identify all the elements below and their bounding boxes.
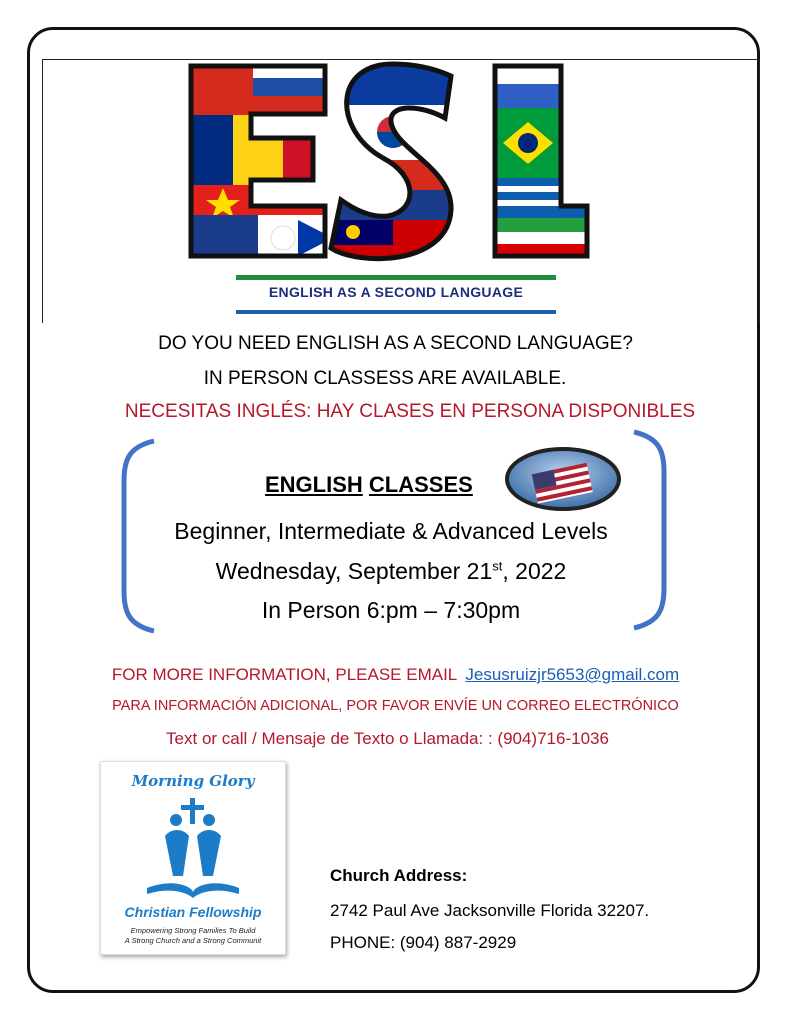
esl-blue-bar (236, 310, 556, 314)
date-main: Wednesday, September 21 (215, 558, 493, 584)
esl-flags-logo (183, 60, 593, 270)
address-street: 2742 Paul Ave Jacksonville Florida 32207. (330, 901, 650, 920)
spanish-info-line: PARA INFORMACIÓN ADICIONAL, POR FAVOR ENVÍE UN CORREO ELECTRÓNICO (112, 698, 679, 714)
church-tagline-1: Empowering Strong Families To Build (130, 926, 256, 935)
class-time: In Person 6:pm – 7:30pm (261, 597, 521, 623)
date-year: , 2022 (502, 558, 567, 584)
class-levels: Beginner, Intermediate & Advanced Levels (174, 518, 608, 544)
title-classes: CLASSES (368, 472, 473, 497)
intro-line-spanish: NECESITAS INGLÉS: HAY CLASES EN PERSONA DISPONIBLES (124, 401, 696, 422)
address-heading: Church Address: (330, 866, 468, 885)
title-english: ENGLISH (265, 472, 363, 497)
church-logo-top: Morning Glory (131, 772, 255, 790)
address-phone: PHONE: (904) 887-2929 (330, 933, 517, 952)
us-flag-icon (504, 446, 622, 512)
intro-line-1: DO YOU NEED ENGLISH AS A SECOND LANGUAGE? (158, 333, 633, 354)
esl-subtitle: ENGLISH AS A SECOND LANGUAGE (268, 284, 524, 300)
date-suffix: st (492, 558, 503, 574)
email-line (0, 665, 791, 685)
cross-figures-icon (143, 796, 243, 904)
phone-line: Text or call / Mensaje de Texto o Llamada: : (904)716-1036 (166, 729, 609, 748)
class-date (0, 558, 782, 585)
email-prompt: FOR MORE INFORMATION, PLEASE EMAIL (111, 665, 457, 684)
church-tagline-2: A Strong Church and a Strong Communit (124, 936, 262, 945)
classes-title (265, 472, 473, 498)
church-logo-bottom: Christian Fellowship (124, 904, 262, 920)
church-logo (100, 761, 286, 955)
email-link[interactable]: Jesusruizjr5653@gmail.com (465, 665, 680, 684)
intro-line-2: IN PERSON CLASSESS ARE AVAILABLE. (203, 368, 567, 389)
esl-green-bar (236, 275, 556, 280)
